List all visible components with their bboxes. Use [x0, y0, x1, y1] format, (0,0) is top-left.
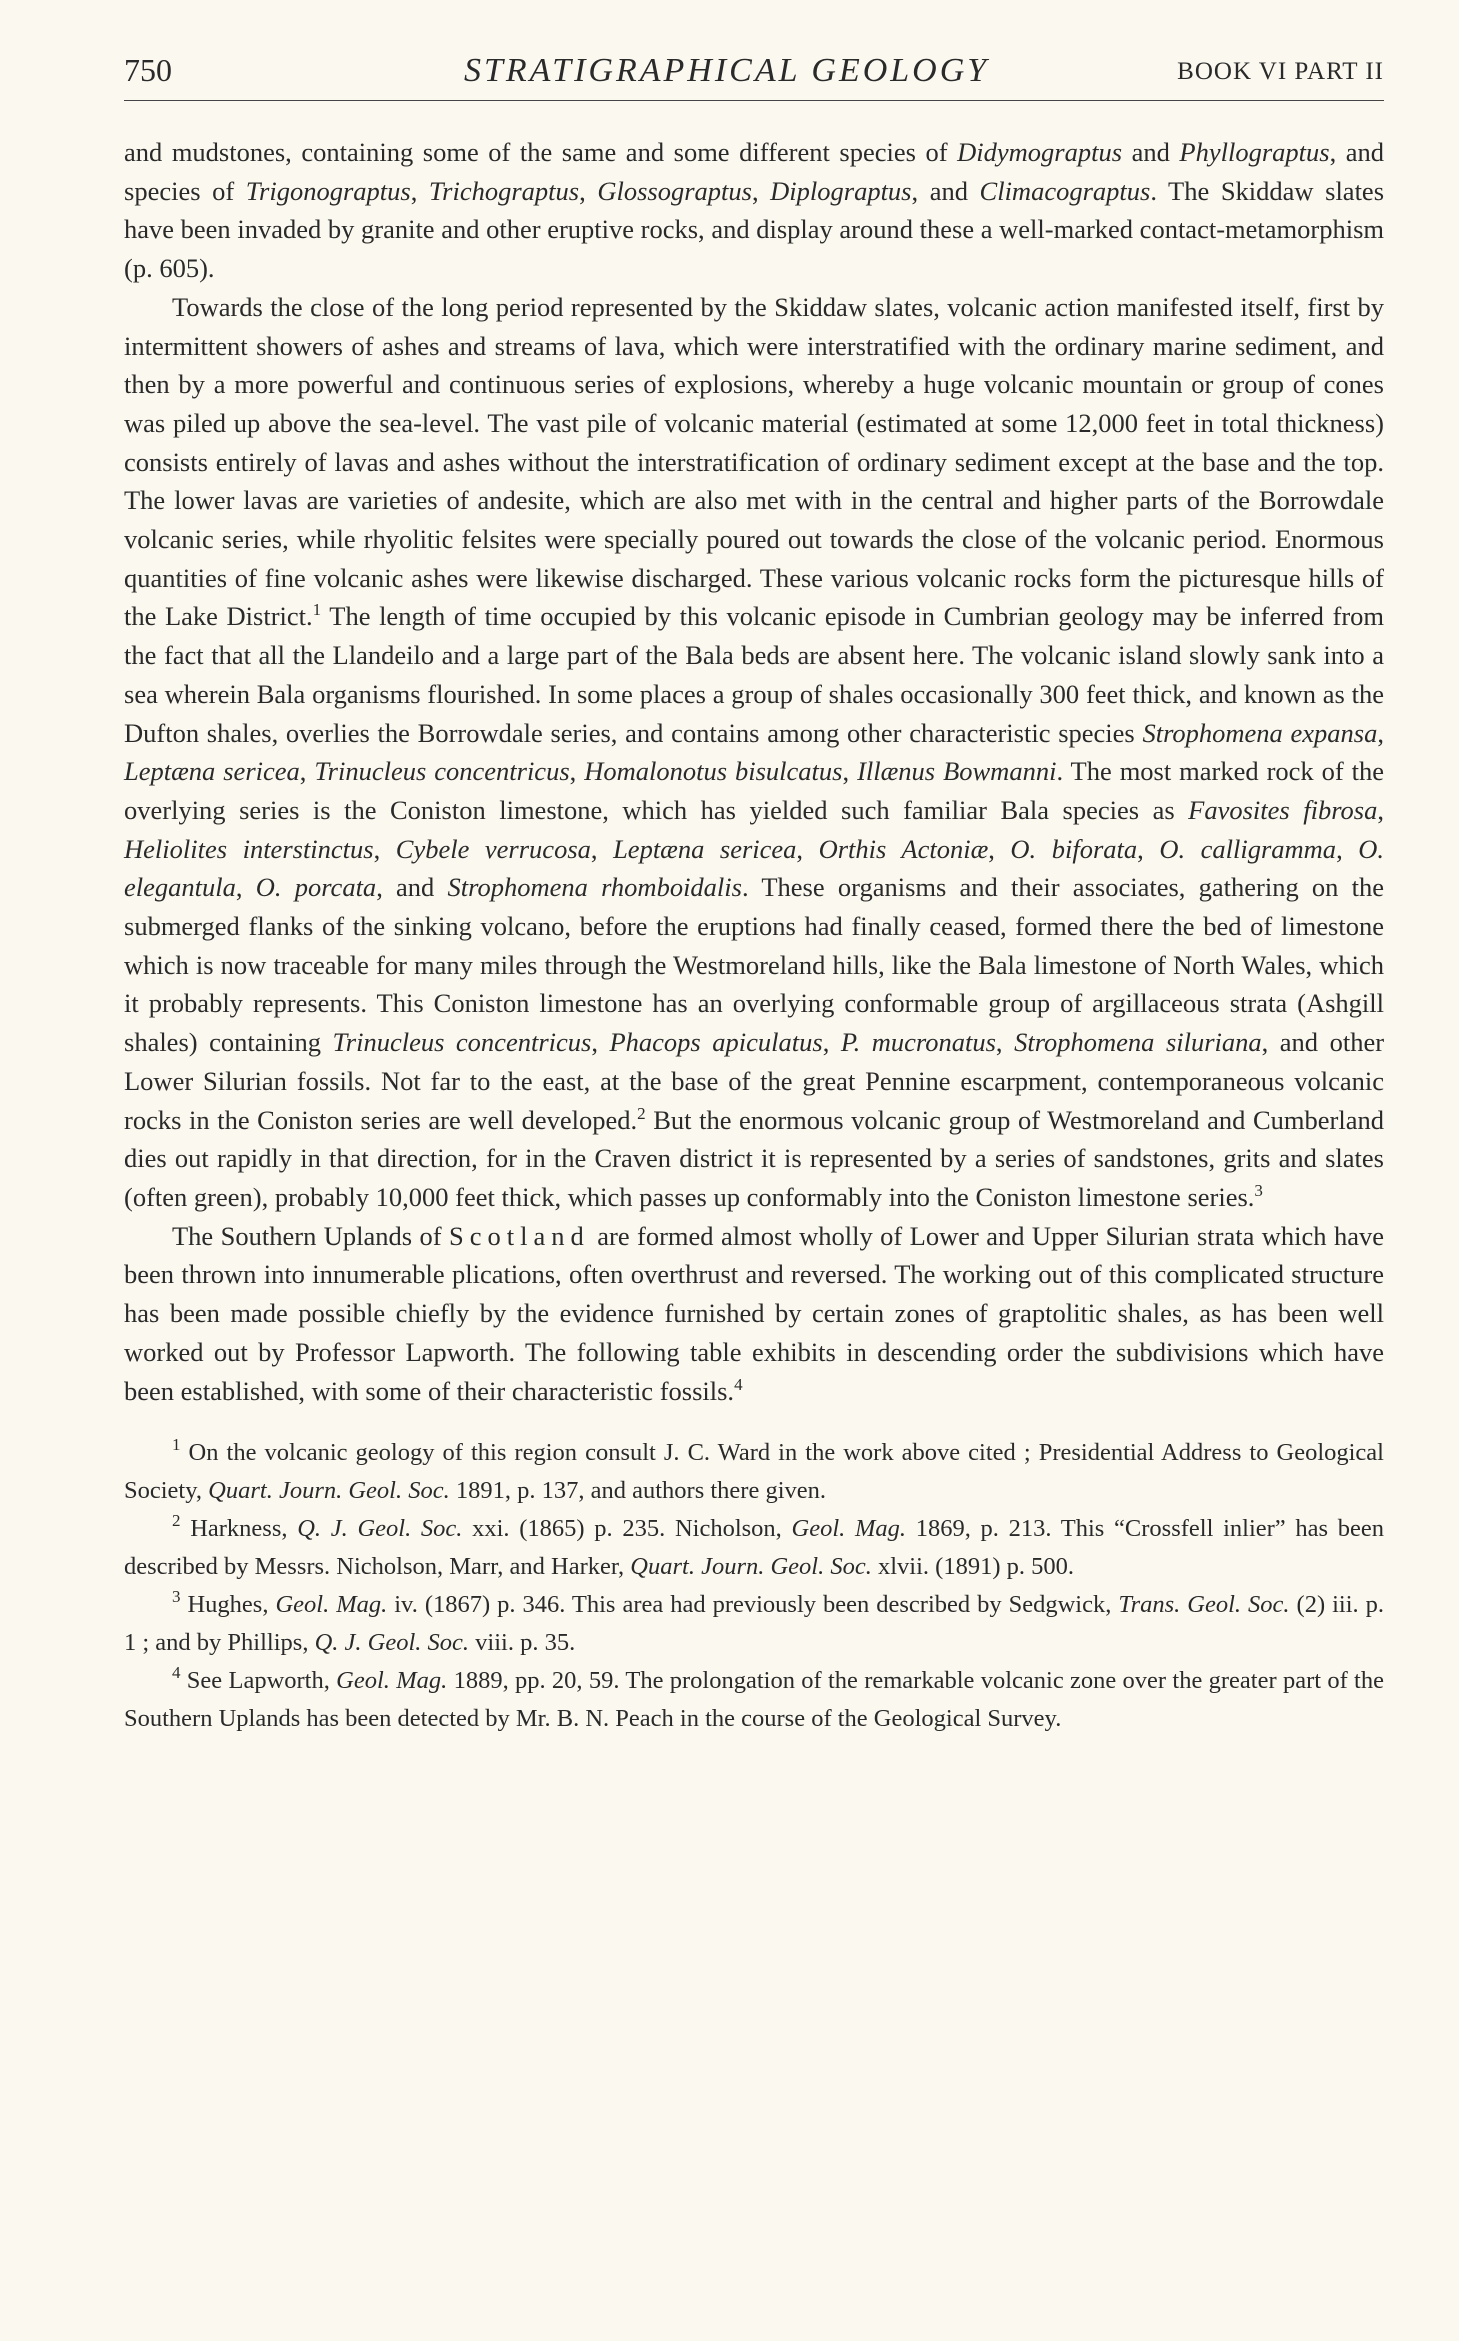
footnotes [124, 1434, 1384, 1738]
taxon: Heliolites interstinctus [124, 833, 374, 864]
footnote-marker: 2 [172, 1511, 181, 1531]
taxon: Favosites fibrosa [1188, 794, 1378, 825]
footnote-3: $^3$ Hughes, Geol. Mag. iv. (1867) p. 346. This area had previously been described by Sedgwick, Trans. Geol. Soc. (2) iii. p. 1 ; and by Phillips, Q. J. Geol. Soc. viii. p. 35. [124, 1587, 1385, 1657]
taxon: Leptæna sericea [613, 833, 797, 864]
taxon: Leptæna sericea [124, 756, 300, 787]
paragraph-3: The Southern Uplands of Scotland are formed almost wholly of Lower and Upper Silurian strata which have been thrown into innumerable plications, often overthrust and reversed. The working out of this complicated structure has been made possible chiefly by the evidence furnished by certain zones of graptolitic shales, as has been well worked out by Professor Lapworth. The following table exhibits in descending order the subdivisions which have been established, with some of their characteristic fossils.$^4$ [124, 1220, 1384, 1406]
paragraph-2: Towards the close of the long period represented by the Skiddaw slates, volcanic action manifested itself, first by intermittent showers of ashes and streams of lava, which were interstratified with the ordinary marine sediment, and then by a more powerful and continuous series of explosions, whereby a huge volcanic mountain or group of cones was piled up above the sea-level. The vast pile of volcanic material (estimated at some 12,000 feet in total thickness) consists entirely of lavas and ashes without the interstratification of ordinary sediment except at the base and the top. The lower lavas are varieties of andesite, which are also met with in the central and higher parts of the Borrowdale volcanic series, while rhyolitic felsites were specially poured out towards the close of the volcanic period. Enormous quantities of fine volcanic ashes were likewise discharged. These various volcanic rocks form the picturesque hills of the Lake District.$^1$ The length of time occupied by this volcanic episode in Cumbrian geology may be inferred from the fact that all the Llandeilo and a large part of the Bala beds are absent here. The volcanic island slowly sank into a sea wherein Bala organisms flourished. In some places a group of shales occasionally 300 feet thick, and known as the Dufton shales, overlies the Borrowdale series, and contains among other characteristic species Strophomena expansa, Leptæna sericea, Trinucleus concentricus, Homalonotus bisulcatus, Illænus Bowmanni. The most marked rock of the overlying series is the Coniston limestone, which has yielded such familiar Bala species as Favosites fibrosa, Heliolites interstinctus, Cybele verrucosa, Leptæna sericea, Orthis Actoniæ, O. biforata, O. calligramma, O. elegantula, O. porcata, and Strophomena rhomboidalis. These organisms and their associates, gathering on the submerged flanks of the sinking volcano, before the eruptions had finally ceased, formed there the bed of limestone which is now traceable for many miles through the Westmoreland hills, like the Bala limestone of North Wales, which it probably represents. This Coniston limestone has an overlying conformable group of argillaceous strata (Ashgill shales) containing Trinucleus concentricus, Phacops apiculatus, P. mucronatus, Strophomena siluriana, and other Lower Silurian fossils. Not far to the east, at the base of the great Pennine escarpment, contemporaneous volcanic rocks in the Coniston series are well developed.$^2$ But the enormous volcanic group of Westmoreland and Cumberland dies out rapidly in that direction, for in the Craven district it is represented by a series of sandstones, grits and slates (often green), probably 10,000 feet thick, which passes up conformably into the Coniston limestone series.$^3$ [124, 291, 1385, 1212]
taxon: Diplograptus [770, 175, 912, 206]
taxon: O. calligramma [1159, 833, 1337, 864]
footnote-ref[interactable]: 4 [734, 1374, 743, 1394]
taxon: O. porcata [255, 872, 377, 903]
taxon: Strophomena expansa [1142, 717, 1378, 748]
footnote-marker: 1 [172, 1435, 181, 1455]
footnote-marker: 4 [172, 1663, 181, 1683]
paragraph-1: and mudstones, containing some of the same and some different species of Didymograptus and Phyllograptus, and species of Trigonograptus, Trichograptus, Glossograptus, Diplograptus, and Climacograptus. The Skiddaw slates have been invaded by granite and other eruptive rocks, and display around these a well-marked contact-metamorphism (p. 605). [124, 137, 1385, 284]
footnote-4: $^4$ See Lapworth, Geol. Mag. 1889, pp. 20, 59. The prolongation of the remarkable volcanic zone over the greater part of the Southern Uplands has been detected by Mr. B. N. Peach in the course of the Geological Survey. [124, 1663, 1384, 1733]
taxon: Cybele verrucosa [395, 833, 591, 864]
main-text [124, 133, 1384, 1410]
footnote-2: $^2$ Harkness, Q. J. Geol. Soc. xxi. (1865) p. 235. Nicholson, Geol. Mag. 1869, p. 213. This “Crossfell inlier” has been described by Messrs. Nicholson, Marr, and Harker, Quart. Journ. Geol. Soc. xlvii. (1891) p. 500. [124, 1511, 1384, 1581]
book-part-label: BOOK VI PART II [1177, 58, 1384, 85]
footnote-ref[interactable]: 1 [312, 600, 322, 620]
taxon: Climacograptus [979, 175, 1151, 206]
taxon: O. biforata [1010, 833, 1138, 864]
taxon: O. elegantula [124, 833, 1384, 903]
page-number: 750 [124, 52, 172, 88]
taxon: Trinucleus concentricus [332, 1027, 592, 1058]
footnote-marker: 3 [172, 1587, 181, 1607]
taxon: Strophomena siluriana [1014, 1027, 1262, 1058]
taxon: Trinucleus concentricus [314, 756, 570, 787]
taxon: Phacops apiculatus [609, 1027, 823, 1058]
taxon: Trichograptus [428, 175, 580, 206]
running-header [124, 52, 1384, 101]
taxon: Illænus Bowmanni [857, 756, 1057, 787]
taxon: Orthis Actoniæ [818, 833, 989, 864]
taxon: Homalonotus bisulcatus [584, 756, 843, 787]
footnote-ref[interactable]: 2 [637, 1103, 646, 1123]
footnote-ref[interactable]: 3 [1254, 1180, 1263, 1200]
taxon: Glossograptus [597, 175, 752, 206]
taxon: Didymograptus [957, 137, 1123, 167]
taxon: Strophomena rhomboidalis [447, 872, 742, 903]
book-page [124, 52, 1384, 1738]
taxon: Trigonograptus [245, 175, 411, 206]
taxon: Phyllograptus [1179, 137, 1330, 167]
spaced-place-name: Scotland [449, 1220, 590, 1251]
footnote-1: $^1$ On the volcanic geology of this region consult J. C. Ward in the work above cited ; Presidential Address to Geological Society, Quart. Journ. Geol. Soc. 1891, p. 137, and authors there given. [124, 1435, 1384, 1505]
taxon: P. mucronatus [840, 1027, 996, 1058]
running-title: STRATIGRAPHICAL GEOLOGY [464, 52, 990, 89]
